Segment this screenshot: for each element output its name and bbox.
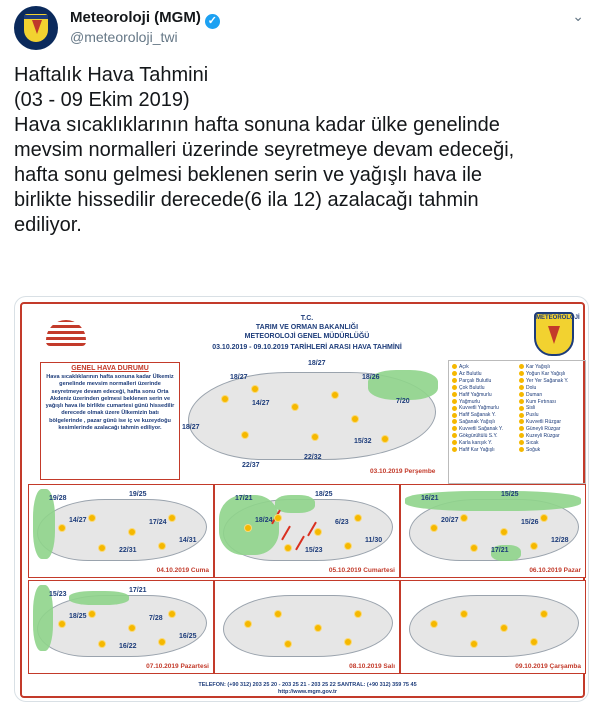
sun-icon <box>531 543 537 549</box>
sun-icon <box>461 611 467 617</box>
temperature-label: 16/21 <box>421 495 439 502</box>
weather-symbol-icon <box>519 378 524 383</box>
weather-symbol-icon <box>519 371 524 376</box>
sun-icon <box>59 621 65 627</box>
sun-icon <box>99 641 105 647</box>
temperature-label: 18/24 <box>255 517 273 524</box>
temperature-label: 15/23 <box>305 547 323 554</box>
temperature-label: 22/31 <box>119 547 137 554</box>
legend-item: Yoğun Kar Yağışlı <box>519 371 585 378</box>
legend-item: Karla karışık Y. <box>452 440 518 447</box>
weather-symbol-icon <box>452 399 457 404</box>
legend <box>448 360 586 484</box>
weather-symbol-icon <box>519 392 524 397</box>
legend-item: Dolu <box>519 385 585 392</box>
sun-icon <box>431 621 437 627</box>
legend-item: Duman <box>519 392 585 399</box>
main-map-03-10: 18/27 18/27 18/26 14/27 7/20 18/27 15/32 22/32 22/37 03.10.2019 Perşembe <box>182 356 444 480</box>
verified-badge-icon: ✓ <box>205 14 220 29</box>
legend-column-right <box>519 364 585 454</box>
sun-icon <box>355 515 361 521</box>
legend-item: Hafif Sağanak Y. <box>452 412 518 419</box>
temperature-label: 19/25 <box>129 491 147 498</box>
temperature-label: 12/28 <box>551 537 569 544</box>
temperature-label: 16/25 <box>179 633 197 640</box>
temperature-label: 7/28 <box>149 615 163 622</box>
temperature-label: 18/25 <box>315 491 333 498</box>
map-date-label: 06.10.2019 Pazar <box>529 567 581 574</box>
sun-icon <box>89 515 95 521</box>
sun-icon <box>461 515 467 521</box>
weather-symbol-icon <box>519 413 524 418</box>
weather-symbol-icon <box>519 399 524 404</box>
map-date-label: 07.10.2019 Pazartesi <box>146 663 209 670</box>
sun-icon <box>99 545 105 551</box>
legend-item: Sıcak <box>519 440 585 447</box>
sun-icon <box>315 625 321 631</box>
weather-symbol-icon <box>519 433 524 438</box>
weather-symbol-icon <box>519 385 524 390</box>
sun-icon <box>471 641 477 647</box>
forecast-map-9 <box>400 580 586 674</box>
legend-item: Parçalı Bulutlu <box>452 378 518 385</box>
temperature-label: 11/30 <box>365 537 383 544</box>
temperature-label: 18/25 <box>69 613 87 620</box>
weather-symbol-icon <box>519 447 524 452</box>
sun-icon <box>315 529 321 535</box>
legend-item: Sağanak Yağışlı <box>452 419 518 426</box>
temperature-label: 14/27 <box>69 517 87 524</box>
sun-icon <box>129 529 135 535</box>
temperature-label: 15/23 <box>49 591 67 598</box>
sun-icon <box>169 515 175 521</box>
forecast-map-5 <box>214 484 400 578</box>
temperature-label: 20/27 <box>441 517 459 524</box>
weather-symbol-icon <box>519 406 524 411</box>
sun-icon <box>531 639 537 645</box>
legend-item: Kum Fırtınası <box>519 399 585 406</box>
sun-icon <box>245 525 251 531</box>
forecast-poster <box>20 302 585 698</box>
account-avatar[interactable] <box>14 6 58 50</box>
legend-item: Hafif Yağmurlu <box>452 392 518 399</box>
weather-symbol-icon <box>452 419 457 424</box>
temperature-label: 15/26 <box>521 519 539 526</box>
weather-symbol-icon <box>519 364 524 369</box>
map-date-label: 08.10.2019 Salı <box>349 663 395 670</box>
forecast-map-8 <box>214 580 400 674</box>
weather-symbol-icon <box>452 364 457 369</box>
weather-symbol-icon <box>452 426 457 431</box>
weather-symbol-icon <box>452 371 457 376</box>
sun-icon <box>275 515 281 521</box>
tweet-header <box>14 6 586 50</box>
chevron-down-icon[interactable]: ⌄ <box>572 8 584 24</box>
sun-icon <box>245 621 251 627</box>
legend-item: Açık <box>452 364 518 371</box>
sun-icon <box>159 543 165 549</box>
legend-item: Soğuk <box>519 447 585 454</box>
temperature-label: 16/22 <box>119 643 137 650</box>
legend-item: Kuvvetli Yağmurlu <box>452 405 518 412</box>
legend-item: Az Bulutlu <box>452 371 518 378</box>
weather-symbol-icon <box>452 385 457 390</box>
weather-symbol-icon <box>519 419 524 424</box>
poster-header: T.C. TARIM VE ORMAN BAKANLIĞI METEOROLOJİ GENEL MÜDÜRLÜĞÜ <box>244 315 370 340</box>
mgm-logo-icon: METEOROLOJİ <box>534 312 574 356</box>
weather-symbol-icon <box>452 392 457 397</box>
poster-footer: TELEFON: (+90 312) 203 25 20 - 203 25 21 - 203 25 22 SANTRAL: (+90 312) 359 75 45 http://www.mgm.gov.tr <box>198 682 417 695</box>
temperature-label: 19/28 <box>49 495 67 502</box>
temperature-label: 17/21 <box>129 587 147 594</box>
sun-icon <box>501 625 507 631</box>
temperature-label: 17/21 <box>235 495 253 502</box>
general-weather-box: GENEL HAVA DURUMU Hava sıcaklıklarının hafta sonuna kadar Ülkemiz genelinde mevsim normalleri üzerinde seyretmeye devam edeceği, hafta sonu Orta Akdeniz üzerinden gelmesi beklenen serin ve yağışlı hava ile birlikte cumartesi günü hissedilir derecede olmak üzere Ülkemizin batı bölgelerinde , pazar günü ise iç ve kuzeydoğu kesimlerinde azalacağı tahmin ediliyor. <box>40 362 180 480</box>
sun-icon <box>345 639 351 645</box>
weather-symbol-icon <box>452 447 457 452</box>
weather-symbol-icon <box>452 440 457 445</box>
legend-item: Yağmurlu <box>452 399 518 406</box>
lightning-icon <box>32 20 42 34</box>
forecast-map-6 <box>400 484 586 578</box>
sun-icon <box>169 611 175 617</box>
temperature-label: 6/23 <box>335 519 349 526</box>
weather-symbol-icon <box>452 433 457 438</box>
sun-icon <box>541 611 547 617</box>
tweet-media-image[interactable] <box>14 296 589 702</box>
account-name[interactable]: Meteoroloji (MGM) ✓ <box>70 9 220 29</box>
legend-item: Gökgürültülü S.Y. <box>452 433 518 440</box>
sun-icon <box>89 611 95 617</box>
temperature-label: 14/31 <box>179 537 197 544</box>
legend-item: Kar Yağışlı <box>519 364 585 371</box>
temperature-label: 17/21 <box>491 547 509 554</box>
sun-icon <box>129 625 135 631</box>
tweet-text: Haftalık Hava Tahmini (03 - 09 Ekim 2019) Hava sıcaklıklarının hafta sonuna kadar ülke genelinde mevsim normalleri üzerinde seyretmeye devam edeceği, hafta sonu gelmesi beklenen serin ve yağışlı hava ile birlikte hissedilir derecede(6 ila 12) azalacağı tahmin ediliyor. <box>14 64 515 236</box>
sun-icon <box>345 543 351 549</box>
legend-item: Kuvvetli Rüzgar <box>519 419 585 426</box>
legend-column-left <box>452 364 518 454</box>
sun-icon <box>285 545 291 551</box>
forecast-map-7 <box>28 580 214 674</box>
legend-item: Yer Yer Sağanak Y. <box>519 378 585 385</box>
account-handle[interactable]: @meteoroloji_twi <box>70 29 178 45</box>
legend-item: Sisli <box>519 405 585 412</box>
sun-icon <box>541 515 547 521</box>
sun-icon <box>59 525 65 531</box>
weather-symbol-icon <box>519 440 524 445</box>
weather-symbol-icon <box>452 378 457 383</box>
legend-item: Güneyli Rüzgar <box>519 426 585 433</box>
sun-icon <box>275 611 281 617</box>
legend-item: Hafif Kar Yağışlı <box>452 447 518 454</box>
ministry-logo-icon <box>40 314 92 354</box>
legend-item: Çok Bulutlu <box>452 385 518 392</box>
temperature-label: 17/24 <box>149 519 167 526</box>
sun-icon <box>431 525 437 531</box>
sun-icon <box>159 639 165 645</box>
weather-symbol-icon <box>452 406 457 411</box>
sun-icon <box>501 529 507 535</box>
legend-item: Kuvvetli Sağanak Y. <box>452 426 518 433</box>
temperature-label: 15/25 <box>501 491 519 498</box>
sun-icon <box>355 611 361 617</box>
legend-item: Puslu <box>519 412 585 419</box>
forecast-map-4 <box>28 484 214 578</box>
poster-dates-title: 03.10.2019 - 09.10.2019 TARİHLERİ ARASI HAVA TAHMİNİ <box>212 344 402 351</box>
legend-item: Kuzeyli Rüzgar <box>519 433 585 440</box>
map-date-label: 09.10.2019 Çarşamba <box>515 663 581 670</box>
sun-icon <box>471 545 477 551</box>
weather-symbol-icon <box>452 413 457 418</box>
sun-icon <box>285 641 291 647</box>
weather-symbol-icon <box>519 426 524 431</box>
map-date-label: 05.10.2019 Cumartesi <box>328 567 395 574</box>
map-date-label: 04.10.2019 Cuma <box>156 567 209 574</box>
